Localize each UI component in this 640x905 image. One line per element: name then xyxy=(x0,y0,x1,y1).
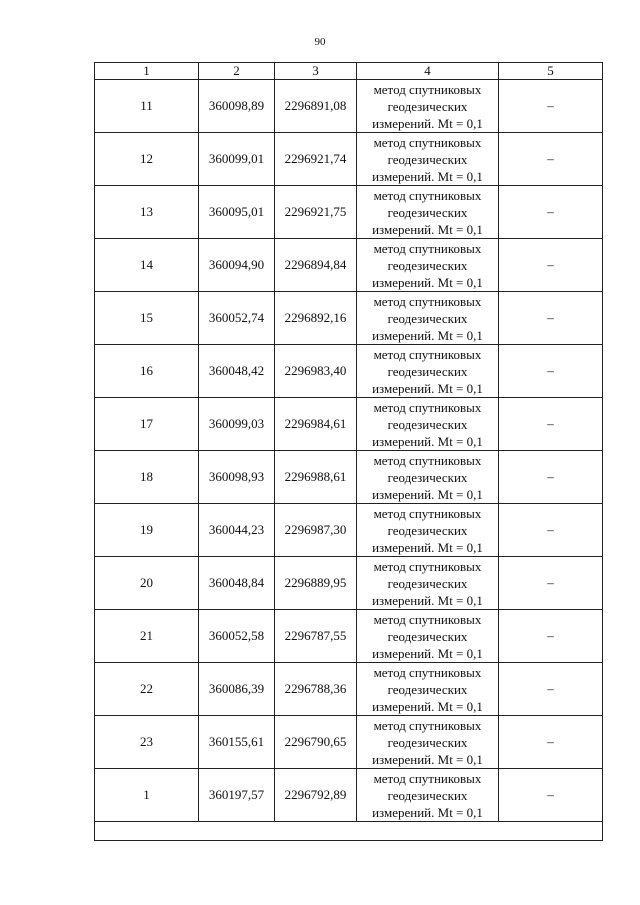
method-line: метод спутниковых xyxy=(373,346,482,362)
x-coordinate-cell: 360086,39 xyxy=(199,663,275,716)
note-cell: – xyxy=(499,398,603,451)
method-cell xyxy=(357,769,499,822)
method-cell xyxy=(357,345,499,398)
method-line: метод спутниковых xyxy=(373,770,482,786)
point-number-cell: 13 xyxy=(95,186,199,239)
x-coordinate-cell: 360052,58 xyxy=(199,610,275,663)
column-header: 4 xyxy=(357,63,499,80)
method-line: метод спутниковых xyxy=(373,664,482,680)
method-line: измерений. Mt = 0,1 xyxy=(372,168,483,184)
table-row xyxy=(95,239,603,292)
x-coordinate-cell: 360095,01 xyxy=(199,186,275,239)
point-number-cell: 17 xyxy=(95,398,199,451)
table-row xyxy=(95,345,603,398)
table-row xyxy=(95,80,603,133)
table-row xyxy=(95,663,603,716)
note-cell: – xyxy=(499,186,603,239)
method-cell xyxy=(357,133,499,186)
method-line: измерений. Mt = 0,1 xyxy=(372,115,483,131)
table-row xyxy=(95,557,603,610)
table-row xyxy=(95,716,603,769)
method-line: геодезических xyxy=(387,734,468,750)
empty-footer-row xyxy=(95,822,603,841)
point-number-cell: 14 xyxy=(95,239,199,292)
method-line: геодезических xyxy=(387,98,468,114)
method-line: метод спутниковых xyxy=(373,717,482,733)
x-coordinate-cell: 360155,61 xyxy=(199,716,275,769)
table-row xyxy=(95,769,603,822)
x-coordinate-cell: 360099,01 xyxy=(199,133,275,186)
x-coordinate-cell: 360048,42 xyxy=(199,345,275,398)
note-cell: – xyxy=(499,292,603,345)
y-coordinate-cell: 2296921,75 xyxy=(275,186,357,239)
y-coordinate-cell: 2296892,16 xyxy=(275,292,357,345)
method-line: метод спутниковых xyxy=(373,611,482,627)
column-header: 3 xyxy=(275,63,357,80)
method-cell xyxy=(357,292,499,345)
method-cell xyxy=(357,504,499,557)
note-cell: – xyxy=(499,133,603,186)
note-cell: – xyxy=(499,504,603,557)
note-cell: – xyxy=(499,610,603,663)
method-line: измерений. Mt = 0,1 xyxy=(372,698,483,714)
method-cell xyxy=(357,557,499,610)
method-line: метод спутниковых xyxy=(373,452,482,468)
table-row xyxy=(95,610,603,663)
point-number-cell: 18 xyxy=(95,451,199,504)
method-line: геодезических xyxy=(387,681,468,697)
y-coordinate-cell: 2296988,61 xyxy=(275,451,357,504)
method-line: геодезических xyxy=(387,151,468,167)
x-coordinate-cell: 360099,03 xyxy=(199,398,275,451)
note-cell: – xyxy=(499,345,603,398)
method-line: измерений. Mt = 0,1 xyxy=(372,804,483,820)
method-line: геодезических xyxy=(387,575,468,591)
method-line: метод спутниковых xyxy=(373,399,482,415)
method-line: измерений. Mt = 0,1 xyxy=(372,274,483,290)
method-line: измерений. Mt = 0,1 xyxy=(372,645,483,661)
table-row xyxy=(95,133,603,186)
note-cell: – xyxy=(499,451,603,504)
method-line: геодезических xyxy=(387,628,468,644)
method-cell xyxy=(357,80,499,133)
empty-cell xyxy=(95,822,603,841)
method-cell xyxy=(357,610,499,663)
y-coordinate-cell: 2296787,55 xyxy=(275,610,357,663)
method-line: метод спутниковых xyxy=(373,505,482,521)
table-body xyxy=(95,80,603,841)
y-coordinate-cell: 2296987,30 xyxy=(275,504,357,557)
table-row xyxy=(95,186,603,239)
y-coordinate-cell: 2296891,08 xyxy=(275,80,357,133)
point-number-cell: 12 xyxy=(95,133,199,186)
method-line: измерений. Mt = 0,1 xyxy=(372,380,483,396)
method-line: измерений. Mt = 0,1 xyxy=(372,751,483,767)
y-coordinate-cell: 2296983,40 xyxy=(275,345,357,398)
method-cell xyxy=(357,398,499,451)
table-header-row xyxy=(95,63,603,80)
x-coordinate-cell: 360197,57 xyxy=(199,769,275,822)
note-cell: – xyxy=(499,239,603,292)
coordinates-table xyxy=(94,62,603,841)
y-coordinate-cell: 2296894,84 xyxy=(275,239,357,292)
point-number-cell: 16 xyxy=(95,345,199,398)
x-coordinate-cell: 360094,90 xyxy=(199,239,275,292)
method-line: измерений. Mt = 0,1 xyxy=(372,539,483,555)
method-cell xyxy=(357,451,499,504)
method-line: измерений. Mt = 0,1 xyxy=(372,327,483,343)
column-header: 1 xyxy=(95,63,199,80)
method-line: метод спутниковых xyxy=(373,293,482,309)
x-coordinate-cell: 360048,84 xyxy=(199,557,275,610)
table-row xyxy=(95,451,603,504)
y-coordinate-cell: 2296984,61 xyxy=(275,398,357,451)
method-cell xyxy=(357,239,499,292)
note-cell: – xyxy=(499,769,603,822)
method-line: измерений. Mt = 0,1 xyxy=(372,592,483,608)
method-cell xyxy=(357,716,499,769)
method-line: геодезических xyxy=(387,204,468,220)
point-number-cell: 23 xyxy=(95,716,199,769)
table-row xyxy=(95,504,603,557)
note-cell: – xyxy=(499,716,603,769)
y-coordinate-cell: 2296921,74 xyxy=(275,133,357,186)
x-coordinate-cell: 360098,93 xyxy=(199,451,275,504)
method-line: геодезических xyxy=(387,787,468,803)
method-line: метод спутниковых xyxy=(373,240,482,256)
y-coordinate-cell: 2296788,36 xyxy=(275,663,357,716)
note-cell: – xyxy=(499,557,603,610)
point-number-cell: 1 xyxy=(95,769,199,822)
table-row xyxy=(95,292,603,345)
column-header: 5 xyxy=(499,63,603,80)
point-number-cell: 11 xyxy=(95,80,199,133)
y-coordinate-cell: 2296790,65 xyxy=(275,716,357,769)
point-number-cell: 20 xyxy=(95,557,199,610)
point-number-cell: 22 xyxy=(95,663,199,716)
method-line: геодезических xyxy=(387,257,468,273)
x-coordinate-cell: 360098,89 xyxy=(199,80,275,133)
note-cell: – xyxy=(499,80,603,133)
note-cell: – xyxy=(499,663,603,716)
y-coordinate-cell: 2296792,89 xyxy=(275,769,357,822)
method-cell xyxy=(357,663,499,716)
method-line: метод спутниковых xyxy=(373,187,482,203)
method-line: метод спутниковых xyxy=(373,134,482,150)
column-header: 2 xyxy=(199,63,275,80)
x-coordinate-cell: 360044,23 xyxy=(199,504,275,557)
method-line: измерений. Mt = 0,1 xyxy=(372,486,483,502)
method-line: измерений. Mt = 0,1 xyxy=(372,433,483,449)
method-line: измерений. Mt = 0,1 xyxy=(372,221,483,237)
method-line: метод спутниковых xyxy=(373,81,482,97)
method-line: геодезических xyxy=(387,522,468,538)
method-cell xyxy=(357,186,499,239)
method-line: метод спутниковых xyxy=(373,558,482,574)
method-line: геодезических xyxy=(387,416,468,432)
method-line: геодезических xyxy=(387,469,468,485)
method-line: геодезических xyxy=(387,363,468,379)
table-row xyxy=(95,398,603,451)
point-number-cell: 19 xyxy=(95,504,199,557)
x-coordinate-cell: 360052,74 xyxy=(199,292,275,345)
y-coordinate-cell: 2296889,95 xyxy=(275,557,357,610)
point-number-cell: 15 xyxy=(95,292,199,345)
page-number: 90 xyxy=(314,36,326,48)
point-number-cell: 21 xyxy=(95,610,199,663)
method-line: геодезических xyxy=(387,310,468,326)
